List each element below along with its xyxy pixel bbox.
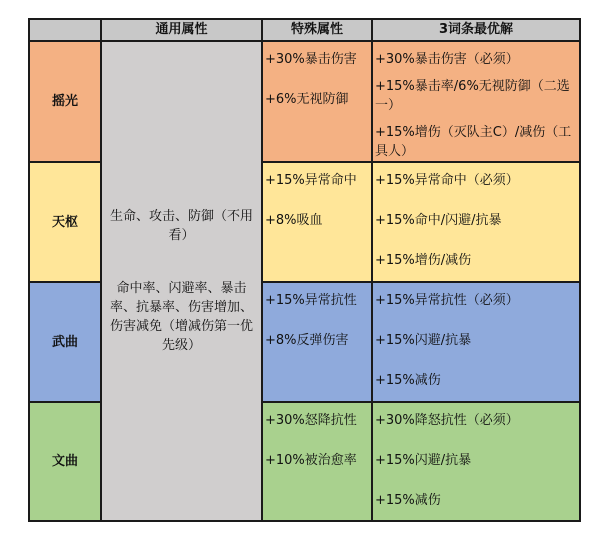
common-attrs-line2: 命中率、闪避率、暴击率、抗暴率、伤害增加、伤害减免（增减伤第一优先级） bbox=[109, 281, 253, 353]
header-common: 通用属性 bbox=[101, 19, 262, 41]
special-item: +15%异常抗性 bbox=[265, 293, 357, 308]
best-item: +15%减伤 bbox=[375, 493, 441, 508]
attribute-table bbox=[28, 18, 581, 522]
best-item: +15%增伤（灭队主C）/减伤（工具人） bbox=[375, 125, 572, 159]
special-item: +6%无视防御 bbox=[265, 92, 349, 107]
table-row bbox=[29, 41, 580, 162]
special-item: +8%吸血 bbox=[265, 213, 323, 228]
special-item: +30%怒降抗性 bbox=[265, 413, 357, 428]
special-cell bbox=[262, 41, 372, 162]
common-attrs-line1: 生命、攻击、防御（不用看） bbox=[109, 209, 253, 243]
best-cell bbox=[372, 162, 580, 282]
best-item: +15%命中/闪避/抗暴 bbox=[375, 213, 502, 228]
row-label-yaoguang: 摇光 bbox=[29, 41, 101, 162]
common-attrs-cell bbox=[101, 41, 262, 521]
special-cell bbox=[262, 282, 372, 402]
best-item: +30%降怒抗性（必须） bbox=[375, 413, 519, 428]
best-cell bbox=[372, 41, 580, 162]
special-item: +8%反弹伤害 bbox=[265, 333, 349, 348]
special-cell bbox=[262, 162, 372, 282]
best-item: +15%暴击率/6%无视防御（二选一） bbox=[375, 79, 570, 113]
best-item: +15%增伤/减伤 bbox=[375, 253, 472, 268]
row-label-wenqu: 文曲 bbox=[29, 402, 101, 521]
special-item: +10%被治愈率 bbox=[265, 453, 357, 468]
best-item: +15%闪避/抗暴 bbox=[375, 333, 472, 348]
best-item: +30%暴击伤害（必须） bbox=[375, 52, 519, 67]
row-label-tianshu: 天枢 bbox=[29, 162, 101, 282]
best-cell bbox=[372, 282, 580, 402]
best-item: +15%异常抗性（必须） bbox=[375, 293, 519, 308]
special-item: +15%异常命中 bbox=[265, 173, 357, 188]
special-item: +30%暴击伤害 bbox=[265, 52, 357, 67]
row-label-wuqu: 武曲 bbox=[29, 282, 101, 402]
best-item: +15%闪避/抗暴 bbox=[375, 453, 472, 468]
best-item: +15%异常命中（必须） bbox=[375, 173, 519, 188]
special-cell bbox=[262, 402, 372, 521]
header-empty bbox=[29, 19, 101, 41]
header-special: 特殊属性 bbox=[262, 19, 372, 41]
best-item: +15%减伤 bbox=[375, 373, 441, 388]
best-cell bbox=[372, 402, 580, 521]
header-best: 3词条最优解 bbox=[372, 19, 580, 41]
header-row bbox=[29, 19, 580, 41]
